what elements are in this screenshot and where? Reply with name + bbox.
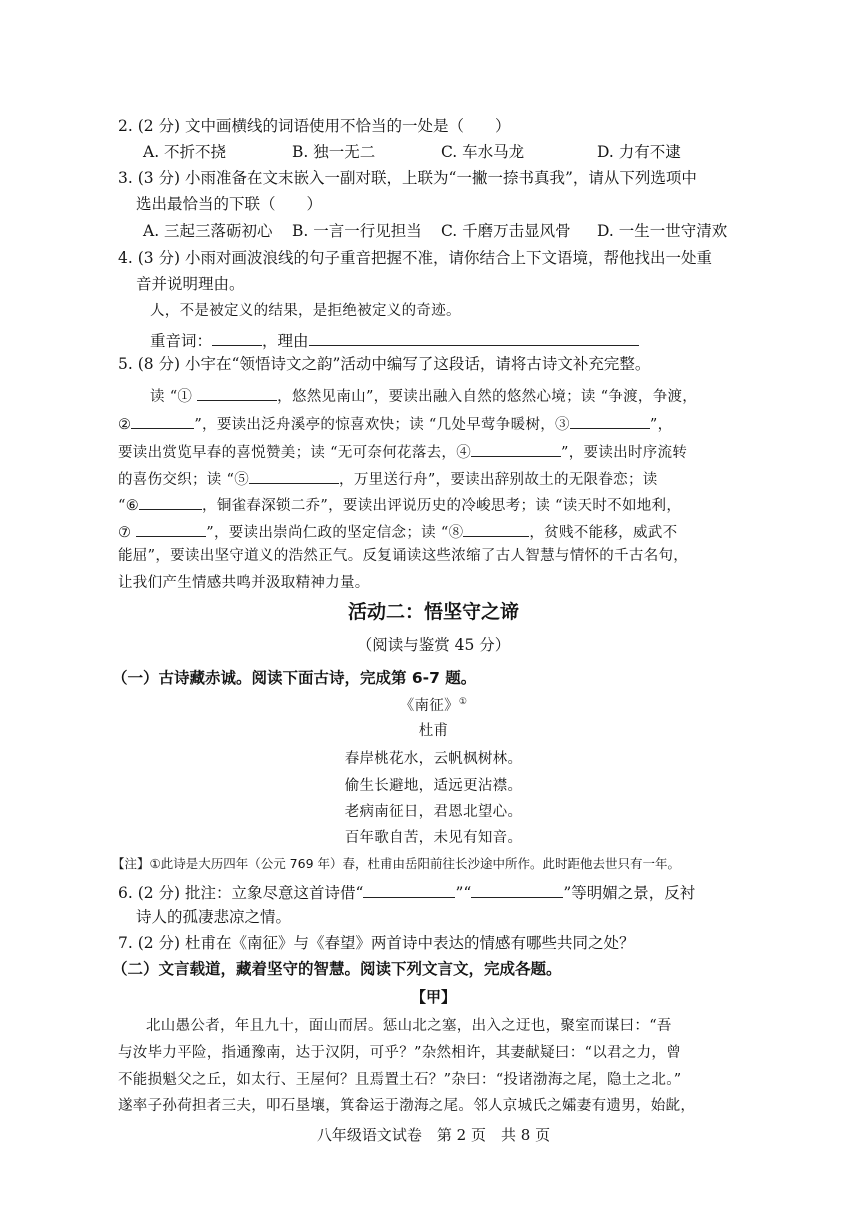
q5-text: ，万里送行舟”，要读出辞别故土的无限眷恋；读 xyxy=(339,472,658,488)
poem-line-3: 老病南征日，君恩北望心。 xyxy=(344,804,523,820)
q4-reason-label: ，理由 xyxy=(262,332,309,350)
poem-title-note-mark: ① xyxy=(458,697,468,707)
q5-line1 xyxy=(150,386,697,405)
q2-option-c: C. 车水马龙 xyxy=(441,143,525,161)
section2-heading: （二）文言载道，藏着坚守的智慧。阅读下列文言文，完成各题。 xyxy=(112,960,562,978)
q4-stem-line2: 音并说明理由。 xyxy=(136,275,245,293)
q5-blank-2[interactable] xyxy=(131,414,194,429)
q5-blank-7[interactable] xyxy=(136,522,206,537)
q6-text: ”“ xyxy=(455,884,472,902)
classical-para-4: 遂率子孙荷担者三夫，叩石垦壤，箕畚运于渤海之尾。邻人京城氏之孀妻有遗男，始龀， xyxy=(118,1098,696,1114)
q6-text: ”等明媚之景，反衬 xyxy=(563,884,696,902)
q7-stem: 7. (2 分) 杜甫在《南征》与《春望》两首诗中表达的情感有哪些共同之处？ xyxy=(118,934,635,952)
q6-blank-1[interactable] xyxy=(363,883,455,898)
q4-stem-line1: 4. (3 分) 小雨对画波浪线的句子重音把握不准，请你结合上下文语境，帮他找出一处重 xyxy=(118,249,713,267)
q5-blank-8[interactable] xyxy=(463,522,529,537)
q5-line5 xyxy=(118,495,681,514)
q5-blank-5[interactable] xyxy=(249,469,339,484)
q5-text: ② xyxy=(118,417,132,433)
q5-line8: 让我们产生情感共鸣并汲取精神力量。 xyxy=(118,575,370,591)
q5-text: 要读出赏览早春的喜悦赞美；读 “无可奈何花落去，④ xyxy=(118,445,472,461)
q5-text: ⑦ xyxy=(118,525,132,541)
q3-stem-line1: 3. (3 分) 小雨准备在文末嵌入一副对联，上联为“一撇一捺书真我”，请从下列选项中 xyxy=(118,169,697,187)
q2-option-a: A. 不折不挠 xyxy=(143,143,227,161)
q5-text: ”，要读出崇尚仁政的坚定信念；读 “⑧ xyxy=(206,525,464,541)
classical-para-2: 与汝毕力平险，指通豫南，达于汉阴，可乎？”杂然相许，其妻献疑曰：“以君之力，曾 xyxy=(118,1045,682,1061)
q3-option-c: C. 千磨万击显风骨 xyxy=(441,222,571,240)
q6-line2: 诗人的孤凄悲凉之情。 xyxy=(136,908,292,926)
q5-text: ，铜雀春深锁二乔”，要读出评说历史的冷峻思考；读 “读天时不如地利， xyxy=(202,498,682,514)
q5-text: “⑥ xyxy=(118,498,140,514)
classical-para-1: 北山愚公者，年且九十，面山而居。惩山北之塞，出入之迂也，聚室而谋曰：“吾 xyxy=(146,1018,672,1034)
q4-sentence: 人，不是被定义的结果，是拒绝被定义的奇迹。 xyxy=(150,303,461,319)
q4-answer-line xyxy=(150,331,639,350)
q4-answer-label: 重音词： xyxy=(150,332,213,350)
q4-reason-blank[interactable] xyxy=(309,331,639,346)
classical-para-3: 不能损魁父之丘，如太行、王屋何？且焉置土石？”杂曰：“投诸渤海之尾，隐土之北。” xyxy=(118,1072,682,1088)
q5-blank-6[interactable] xyxy=(139,495,202,510)
poem-line-1: 春岸桃花水，云帆枫树林。 xyxy=(344,751,523,767)
q3-option-b: B. 一言一行见担当 xyxy=(292,222,422,240)
section1-heading: （一）古诗藏赤诚。阅读下面古诗，完成第 6-7 题。 xyxy=(112,669,477,687)
q4-accent-word-blank[interactable] xyxy=(212,331,262,346)
section2-label: 【甲】 xyxy=(410,988,456,1006)
q3-stem-line2: 选出最恰当的下联（ ） xyxy=(136,195,323,213)
poem-title-line xyxy=(0,698,867,713)
q5-line3 xyxy=(118,442,687,461)
page-footer: 八年级语文试卷 第 2 页 共 8 页 xyxy=(316,1126,551,1144)
q5-text: ”，要读出泛舟溪亭的惊喜欢快；读 “几处早莺争暖树，③ xyxy=(194,417,570,433)
q2-option-d: D. 力有不逮 xyxy=(597,143,681,161)
q3-option-a: A. 三起三落砺初心 xyxy=(143,222,273,240)
q6-blank-2[interactable] xyxy=(471,883,563,898)
q5-stem: 5. (8 分) 小宇在“领悟诗文之韵”活动中编写了这段话，请将古诗文补充完整。 xyxy=(118,355,651,373)
q5-blank-3[interactable] xyxy=(570,414,650,429)
poem-note: 【注】①此诗是大历四年（公元 769 年）春，杜甫由岳阳前往长沙途中所作。此时距他去世只有一年。 xyxy=(112,856,681,871)
activity-title: 活动二：悟坚守之谛 xyxy=(347,601,519,623)
q5-blank-1[interactable] xyxy=(197,386,277,401)
poem-line-4: 百年歌自苦，未见有知音。 xyxy=(344,830,523,846)
q6-line1 xyxy=(118,883,695,902)
poem-author: 杜甫 xyxy=(418,723,449,739)
q5-line6 xyxy=(118,522,677,541)
q5-line4 xyxy=(118,469,658,488)
q5-text: ”， xyxy=(649,417,673,433)
q6-text: 6. (2 分) 批注：立象尽意这首诗借“ xyxy=(118,884,364,902)
q5-text: ，贫贱不能移，威武不 xyxy=(529,525,678,541)
q5-text: 读 “① xyxy=(150,389,193,405)
q5-text: ，悠然见南山”，要读出融入自然的悠然心境；读 “争渡，争渡， xyxy=(277,389,698,405)
q5-blank-4[interactable] xyxy=(471,442,561,457)
q2-stem: 2. (2 分) 文中画横线的词语使用不恰当的一处是（ ） xyxy=(118,117,511,135)
poem-title: 《南征》 xyxy=(399,697,459,714)
q5-text: ”，要读出时序流转 xyxy=(561,445,688,461)
activity-subtitle: （阅读与鉴赏 45 分） xyxy=(356,636,511,654)
q5-text: 的喜伤交织；读 “⑤ xyxy=(118,472,250,488)
poem-line-2: 偷生长避地，适远更沾襟。 xyxy=(344,778,523,794)
q3-option-d: D. 一生一世守清欢 xyxy=(597,222,728,240)
q5-line2 xyxy=(118,414,672,433)
q5-line7: 能屈”，要读出坚守道义的浩然正气。反复诵读这些浓缩了古人智慧与情怀的千古名句， xyxy=(118,548,689,564)
q2-option-b: B. 独一无二 xyxy=(292,143,376,161)
